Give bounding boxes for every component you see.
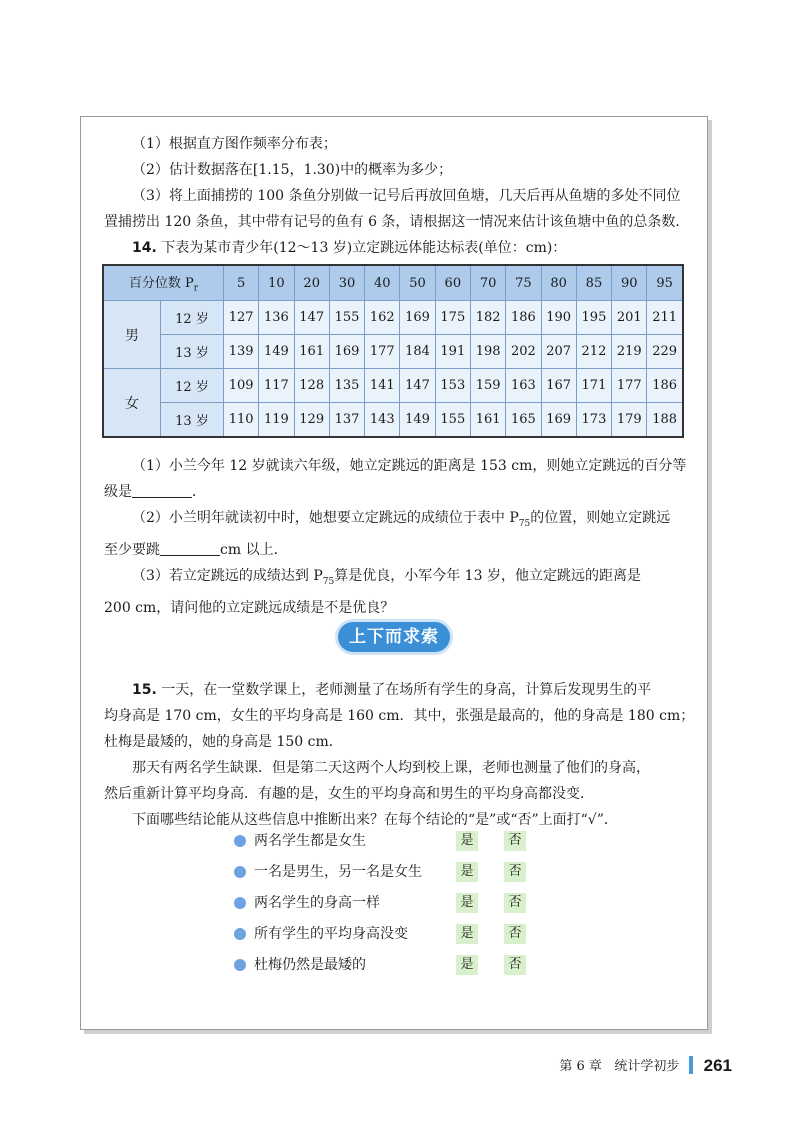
table-cell: 201 xyxy=(612,301,647,335)
yes-box[interactable]: 是 xyxy=(456,893,478,913)
option-label: 所有学生的平均身高没变 xyxy=(254,926,408,942)
header-p60: 60 xyxy=(435,265,470,301)
table-cell: 110 xyxy=(224,403,259,438)
table-cell: 141 xyxy=(365,369,400,403)
page-footer xyxy=(559,1054,732,1078)
jump-standard-table xyxy=(102,264,684,438)
q14-intro: 下表为某市青少年(12～13 岁)立定跳远体能达标表(单位：cm)： xyxy=(161,240,567,256)
q14-part-3: （3）若立定跳远的成绩达到 $P_{75}$算是优良，小军今年 13 岁，他立定跳远的距离是 xyxy=(132,567,641,587)
table-cell: 119 xyxy=(259,403,294,438)
header-p95: 95 xyxy=(647,265,683,301)
option-label: 一名是男生，另一名是女生 xyxy=(254,864,422,880)
table-cell: 169 xyxy=(541,403,576,438)
table-cell: 139 xyxy=(224,335,259,369)
table-cell: 177 xyxy=(365,335,400,369)
bullet-icon xyxy=(234,959,246,971)
row-age: 12 岁 xyxy=(161,301,224,335)
header-p80: 80 xyxy=(541,265,576,301)
table-cell: 229 xyxy=(647,335,683,369)
table-cell: 212 xyxy=(576,335,611,369)
table-cell: 155 xyxy=(435,403,470,438)
table-cell: 191 xyxy=(435,335,470,369)
q14-part-2: （2）小兰明年就读初中时，她想要立定跳远的成绩位于表中 $P_{75}$的位置，则她立定跳远 xyxy=(132,510,671,529)
q15-number: 15. xyxy=(132,682,157,698)
table-cell: 163 xyxy=(506,369,541,403)
q14-subquestions xyxy=(104,453,687,621)
table-cell: 165 xyxy=(506,403,541,438)
header-p75: 75 xyxy=(506,265,541,301)
table-cell: 155 xyxy=(329,301,364,335)
q14-number: 14. xyxy=(132,240,157,256)
table-cell: 169 xyxy=(400,301,435,335)
q14-part-2-cont: 至少要跳 cm 以上． xyxy=(104,541,288,558)
q14-part-3-cont: 200 cm，请问他的立定跳远成绩是不是优良？ xyxy=(104,599,395,616)
header-p40: 40 xyxy=(365,265,400,301)
footer-divider xyxy=(689,1056,693,1074)
table-cell: 188 xyxy=(647,403,683,438)
table-header-row xyxy=(103,265,683,301)
header-p70: 70 xyxy=(470,265,505,301)
table-cell: 117 xyxy=(259,369,294,403)
table-cell: 149 xyxy=(259,335,294,369)
table-cell: 137 xyxy=(329,403,364,438)
no-box[interactable]: 否 xyxy=(504,924,526,944)
table-cell: 219 xyxy=(612,335,647,369)
table-cell: 202 xyxy=(506,335,541,369)
table-cell: 207 xyxy=(541,335,576,369)
table-cell: 169 xyxy=(329,335,364,369)
q13-part-2: （2）估计数据落在[1.15，1.30)中的概率为多少； xyxy=(132,162,453,178)
row-age: 13 岁 xyxy=(161,403,224,438)
q15-para1-line3: 杜梅是最矮的，她的身高是 150 cm． xyxy=(104,734,343,750)
table-cell: 153 xyxy=(435,369,470,403)
page-number: 261 xyxy=(703,1056,732,1075)
chapter-label: 第 6 章 xyxy=(559,1059,602,1074)
answer-blank[interactable] xyxy=(132,483,192,498)
q14-part-1: （1）小兰今年 12 岁就读六年级，她立定跳远的距离是 153 cm，则她立定跳远的百分等 xyxy=(132,458,687,474)
q15-para2-line1: 那天有两名学生缺课．但是第二天这两个人均到校上课，老师也测量了他们的身高， xyxy=(132,760,650,776)
table-cell: 171 xyxy=(576,369,611,403)
header-p5: 5 xyxy=(224,265,259,301)
header-p20: 20 xyxy=(294,265,329,301)
table-cell: 175 xyxy=(435,301,470,335)
table-cell: 135 xyxy=(329,369,364,403)
header-percentile-label: 百分位数 $P_r$ xyxy=(103,265,224,301)
q15-para1-line2: 均身高是 170 cm，女生的平均身高是 160 cm．其中，张强是最高的，他的身高是 180 cm； xyxy=(104,708,695,724)
table-cell: 128 xyxy=(294,369,329,403)
table-cell: 136 xyxy=(259,301,294,335)
table-row xyxy=(103,369,683,403)
table-cell: 159 xyxy=(470,369,505,403)
q14-intro-line xyxy=(104,235,684,261)
table-row xyxy=(103,403,683,438)
yes-box[interactable]: 是 xyxy=(456,955,478,975)
row-age: 12 岁 xyxy=(161,369,224,403)
table-cell: 184 xyxy=(400,335,435,369)
yes-box[interactable]: 是 xyxy=(456,924,478,944)
q13-text xyxy=(104,131,690,261)
group-male: 男 xyxy=(103,301,161,369)
header-p50: 50 xyxy=(400,265,435,301)
table-cell: 109 xyxy=(224,369,259,403)
q15-text xyxy=(104,677,695,833)
table-cell: 186 xyxy=(506,301,541,335)
yes-box[interactable]: 是 xyxy=(456,831,478,851)
q15-para2-line2: 然后重新计算平均身高．有趣的是，女生的平均身高和男生的平均身高都没变． xyxy=(104,786,594,802)
q15-para3: 下面哪些结论能从这些信息中推断出来？在每个结论的“是”或“否”上面打“√”． xyxy=(132,812,618,828)
q15-para1-line1: 15. 一天，在一堂数学课上，老师测量了在场所有学生的身高，计算后发现男生的平 xyxy=(132,682,652,698)
option-label: 两名学生的身高一样 xyxy=(254,895,380,911)
option-label: 杜梅仍然是最矮的 xyxy=(254,957,366,973)
table-cell: 149 xyxy=(400,403,435,438)
table-cell: 211 xyxy=(647,301,683,335)
table-cell: 182 xyxy=(470,301,505,335)
chapter-title: 统计学初步 xyxy=(614,1059,680,1074)
table-cell: 186 xyxy=(647,369,683,403)
table-cell: 162 xyxy=(365,301,400,335)
table-cell: 190 xyxy=(541,301,576,335)
table-row xyxy=(103,335,683,369)
table-cell: 147 xyxy=(400,369,435,403)
table-cell: 161 xyxy=(470,403,505,438)
q14-part-1-cont: 级是 ． xyxy=(104,484,206,500)
table-cell: 195 xyxy=(576,301,611,335)
yes-box[interactable]: 是 xyxy=(456,862,478,882)
no-box[interactable]: 否 xyxy=(504,955,526,975)
q13-part-3-cont: 置捕捞出 120 条鱼，其中带有记号的鱼有 6 条，请根据这一情况来估计该鱼塘中鱼的总条数． xyxy=(104,214,690,230)
bullet-icon xyxy=(234,835,246,847)
table-cell: 177 xyxy=(612,369,647,403)
no-box[interactable]: 否 xyxy=(504,831,526,851)
table-cell: 127 xyxy=(224,301,259,335)
header-p90: 90 xyxy=(612,265,647,301)
header-p30: 30 xyxy=(329,265,364,301)
table-cell: 167 xyxy=(541,369,576,403)
table-cell: 173 xyxy=(576,403,611,438)
table-cell: 179 xyxy=(612,403,647,438)
q13-part-3: （3）将上面捕捞的 100 条鱼分别做一记号后再放回鱼塘，几天后再从鱼塘的多处不同位 xyxy=(132,188,681,204)
group-female: 女 xyxy=(103,369,161,438)
no-box[interactable]: 否 xyxy=(504,893,526,913)
no-box[interactable]: 否 xyxy=(504,862,526,882)
answer-blank[interactable] xyxy=(160,541,220,556)
bullet-icon xyxy=(234,928,246,940)
option-label: 两名学生都是女生 xyxy=(254,833,366,849)
table-cell: 143 xyxy=(365,403,400,438)
bullet-icon xyxy=(234,866,246,878)
table-cell: 129 xyxy=(294,403,329,438)
bullet-icon xyxy=(234,897,246,909)
table-cell: 161 xyxy=(294,335,329,369)
row-age: 13 岁 xyxy=(161,335,224,369)
q13-part-1: （1）根据直方图作频率分布表； xyxy=(132,136,337,152)
table-cell: 198 xyxy=(470,335,505,369)
table-row xyxy=(103,301,683,335)
header-p85: 85 xyxy=(576,265,611,301)
header-p10: 10 xyxy=(259,265,294,301)
section-banner: 上下而求索 xyxy=(338,622,450,652)
table-cell: 147 xyxy=(294,301,329,335)
